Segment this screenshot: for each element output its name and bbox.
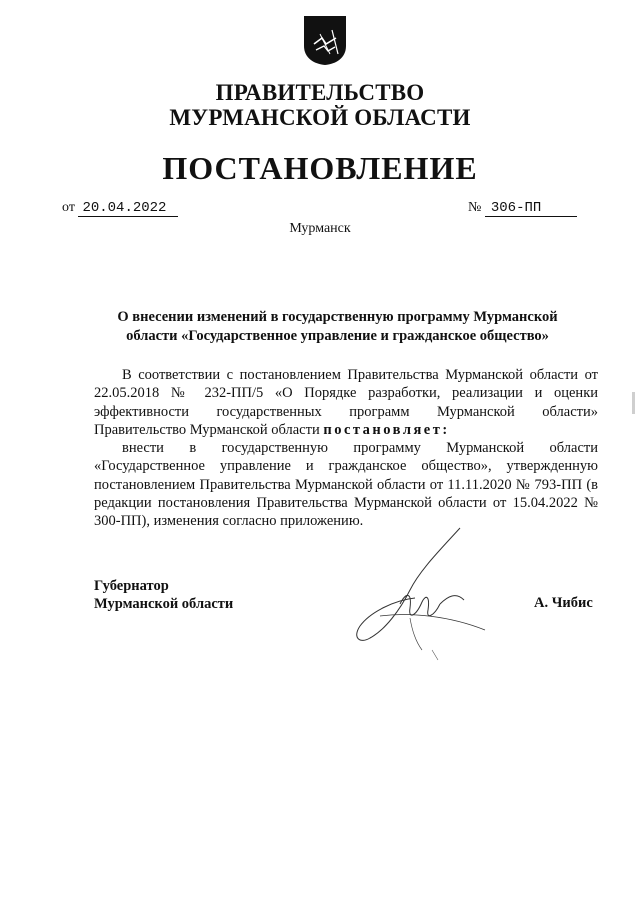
coat-of-arms-icon: [302, 14, 348, 66]
scan-margin-mark: [632, 392, 635, 414]
document-type: ПОСТАНОВЛЕНИЕ: [162, 150, 478, 186]
signer-title-line-2: Мурманской области: [94, 596, 234, 612]
document-subject: [95, 308, 580, 346]
document-number: 306-ПП: [485, 200, 577, 217]
signer-name: А. Чибис: [534, 595, 593, 611]
government-line-1: ПРАВИТЕЛЬСТВО: [215, 80, 425, 105]
date-prefix: от: [62, 200, 75, 215]
number-row: [468, 200, 577, 217]
document-date: 20.04.2022: [78, 200, 178, 217]
signer-title: [94, 577, 233, 613]
date-row: [62, 200, 178, 217]
body-paragraph-1-text: В соответствии с постановлением Правительства Мурманской области от 22.05.2018 № 232-ПП/5 «О Порядке разработки, реализации и оценки эффективности государственных программ Мурманской области» Правительство Мурманской области: [94, 367, 598, 438]
subject-line-2: области «Государственное управление и гражданское общество»: [126, 328, 549, 344]
government-line-2: МУРМАНСКОЙ ОБЛАСТИ: [169, 105, 471, 130]
document-body: [94, 366, 598, 531]
number-prefix: №: [468, 200, 482, 215]
handwritten-signature: [340, 520, 490, 670]
city: Мурманск: [289, 221, 351, 236]
subject-line-1: О внесении изменений в государственную программу Мурманской: [117, 309, 558, 325]
body-paragraph-2: внести в государственную программу Мурманской области «Государственное управление и гражданское общество», утвержденную постановлением Правительства Мурманской области от 11.11.2020 № 793-ПП (в редакции постановления Правительства Мурманской области от 15.04.2022 № 300-ПП), изменения согласно приложению.: [94, 440, 598, 530]
body-paragraph-1: [94, 366, 598, 439]
government-title: [0, 80, 640, 130]
signer-title-line-1: Губернатор: [94, 578, 169, 594]
decree-word: постановляет:: [323, 421, 450, 438]
